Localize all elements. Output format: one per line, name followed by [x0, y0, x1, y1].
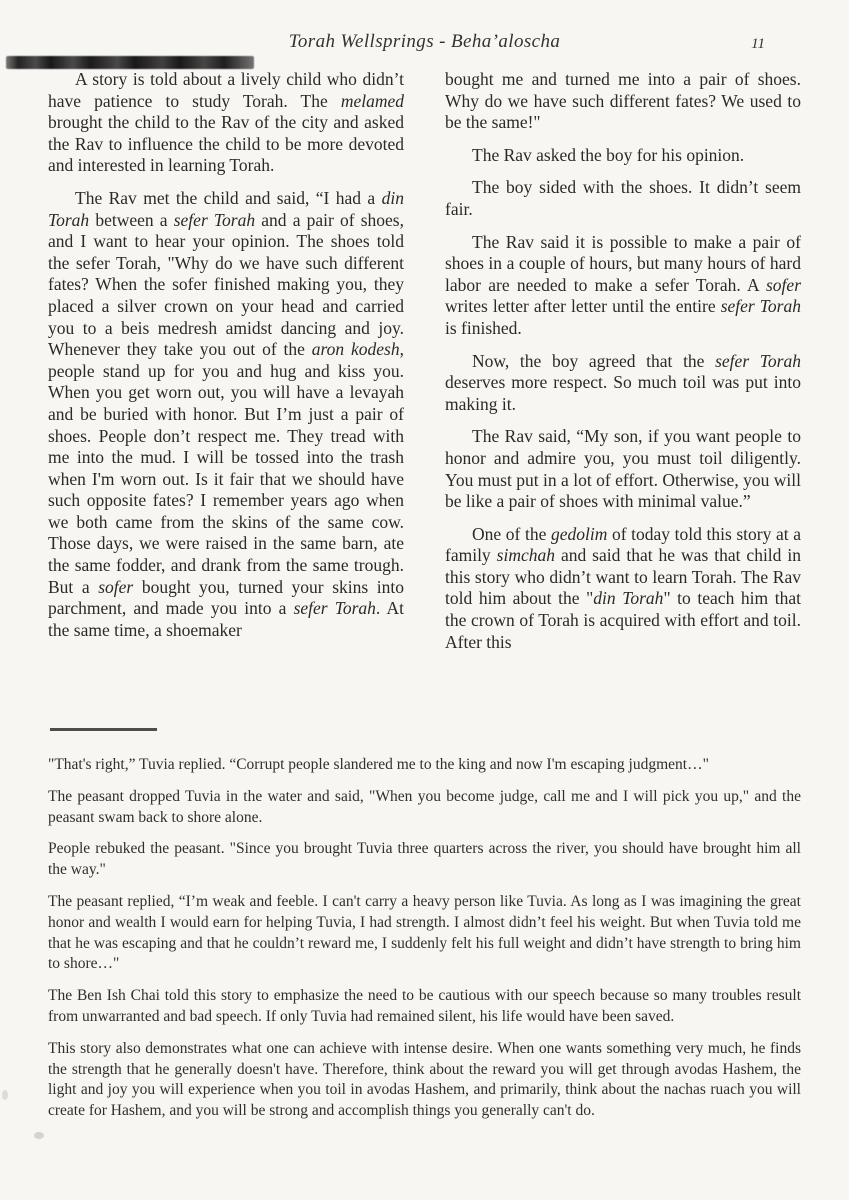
footnote-divider-rule [50, 728, 157, 731]
paragraph: The Rav said, “My son, if you want people to honor and admire you, you must toil diligently. You must put in a lot of effort. Otherwise, you will be like a pair of shoes with minimal value.” [445, 426, 801, 512]
scan-speck-artifact [2, 1090, 8, 1100]
scan-smudge-artifact [6, 56, 254, 69]
column-right [445, 69, 801, 664]
paragraph: The peasant replied, “I’m weak and feeble. I can't carry a heavy person like Tuvia. As long as I was imagining the great honor and wealth I would earn for helping Tuvia, I had strength. I almost didn’t feel his weight. But when Tuvia told me that he was escaping and that he couldn’t reward me, I suddenly felt his full weight and didn’t have strength to bring him to shore…" [48, 892, 801, 973]
paragraph: Now, the boy agreed that the sefer Torah deserves more respect. So much toil was put into making it. [445, 350, 801, 414]
paragraph: The Rav asked the boy for his opinion. [472, 144, 745, 165]
scan-speck-artifact [34, 1132, 44, 1139]
footnote-section [48, 728, 801, 1133]
paragraph: The peasant dropped Tuvia in the water and said, "When you become judge, call me and I will pick you up," and the peasant swam back to shore alone. [48, 787, 801, 826]
page-header-title: Torah Wellsprings - Beha’aloscha [288, 31, 561, 52]
paragraph: The Ben Ish Chai told this story to emphasize the need to be cautious with our speech because so many troubles result from unwarranted and bad speech. If only Tuvia had remained silent, his life would have been saved. [48, 987, 801, 1025]
paragraph: One of the gedolim of today told this story at a family simchah and said that he was that child in this story who didn’t want to learn Torah. The Rav told him about the "din Torah" to teach him that the crown of Torah is acquired with effort and toil. After this [445, 523, 801, 652]
paragraph: bought me and turned me into a pair of shoes. Why do we have such different fates? We used to be the same!" [445, 69, 801, 133]
main-text-columns [48, 69, 801, 664]
paragraph: This story also demonstrates what one can achieve with intense desire. When one wants something very much, he finds the strength that he generally doesn't have. Therefore, think about the reward you will get through avodas Hashem, the light and joy you will experience when you toil in avodas Hashem, and primarily, think about the nachas ruach you will create for Hashem, and you will be strong and accomplish things you generally can't do. [48, 1039, 801, 1120]
paragraph: The Rav met the child and said, “I had a din Torah between a sefer Torah and a pair of shoes, and I want to hear your opinion. The shoes told the sefer Torah, "Why do we have such different fates? When the sofer finished making you, they placed a silver crown on your head and carried you to a beis medresh amidst dancing and joy. Whenever they take you out of the aron kodesh, people stand up for you and hug and kiss you. When you get worn out, you will have a levayah and be buried with honor. But I’m just a pair of shoes. People don’t respect me. They tread with me into the mud. I will be tossed into the trash when I'm worn out. Is it fair that we should have such opposite fates? I remember years ago when we both came from the skins of the same cow. Those days, we were raised in the same barn, ate the same fodder, and drank from the same trough. But a sofer bought you, turned your skins into parchment, and made you into a sefer Torah. At the same time, a shoemaker [48, 187, 404, 640]
paragraph: The Rav said it is possible to make a pair of shoes in a couple of hours, but many hours of hard labor are needed to make a sefer Torah. A sofer writes letter after letter until the entire sefer Torah is finished. [445, 231, 801, 338]
paragraph: "That's right,” Tuvia replied. “Corrupt people slandered me to the king and now I'm escaping judgment…" [48, 756, 709, 773]
page-number: 11 [751, 36, 765, 52]
paragraph: People rebuked the peasant. "Since you brought Tuvia three quarters across the river, you should have brought him all the way." [48, 840, 801, 879]
paragraph: The boy sided with the shoes. It didn’t seem fair. [445, 177, 801, 219]
footnote-paragraphs [48, 755, 801, 1122]
paragraph: A story is told about a lively child who didn’t have patience to study Torah. The melamed brought the child to the Rav of the city and asked the Rav to influence the child to be more devoted and interested in learning Torah. [48, 69, 404, 176]
column-left [48, 69, 404, 664]
